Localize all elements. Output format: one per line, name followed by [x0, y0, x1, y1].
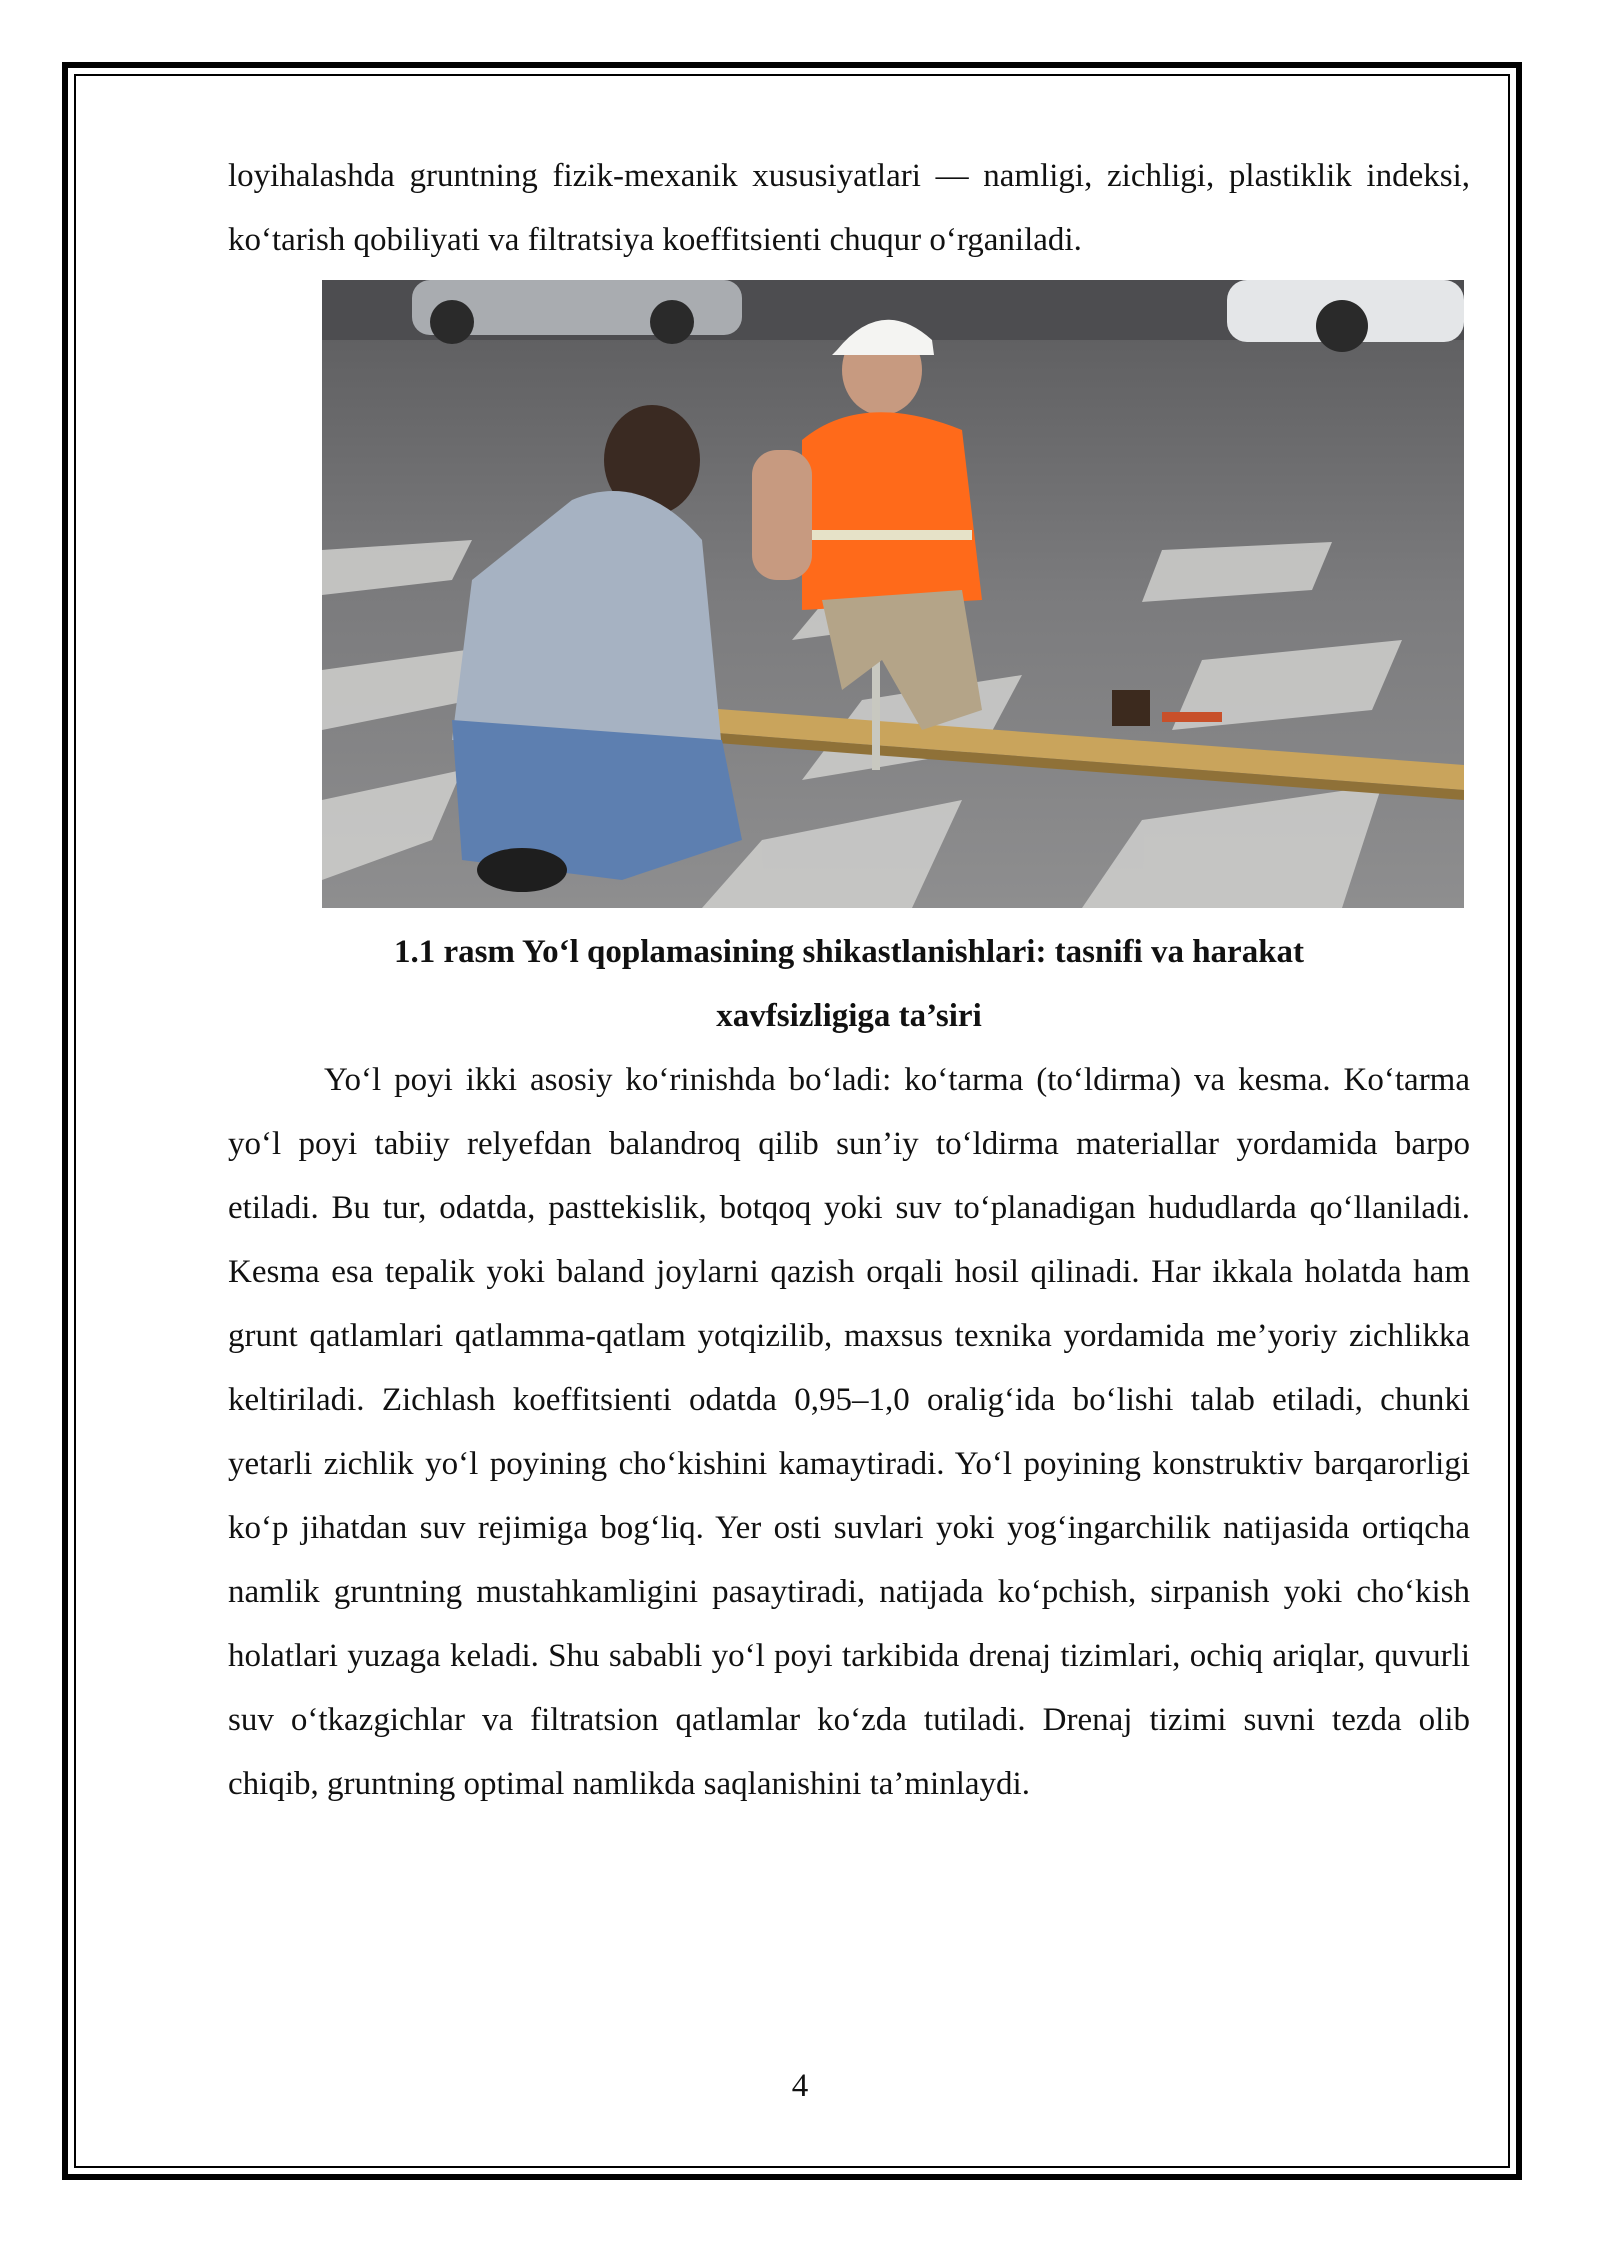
figure-photo: [322, 280, 1464, 908]
figure-caption: [228, 920, 1470, 1048]
body-paragraph: Yoʻl poyi ikki asosiy koʻrinishda boʻladi: koʻtarma (toʻldirma) va kesma. Koʻtarma yoʻl poyi tabiiy relyefdan balandroq qilib sun’iy toʻldirma materiallar yordamida barpo etiladi. Bu tur, odatda, pasttekislik, botqoq yoki suv toʻplanadigan hududlarda qoʻllaniladi. Kesma esa tepalik yoki baland joylarni qazish orqali hosil qilinadi. Har ikkala holatda ham grunt qatlamlari qatlamma-qatlam yotqizilib, maxsus texnika yordamida me’yoriy zichlikka keltiriladi. Zichlash koeffitsienti odatda 0,95–1,0 oraligʻida boʻlishi talab etiladi, chunki yetarli zichlik yoʻl poyining choʻkishini kamaytiradi. Yoʻl poyining konstruktiv barqarorligi koʻp jihatdan suv rejimiga bogʻliq. Yer osti suvlari yoki yogʻingarchilik natijasida ortiqcha namlik gruntning mustahkamligini pasaytiradi, natijada koʻpchish, sirpanish yoki choʻkish holatlari yuzaga keladi. Shu sababli yoʻl poyi tarkibida drenaj tizimlari, ochiq ariqlar, quvurli suv oʻtkazgichlar va filtratsion qatlamlar koʻzda tutiladi. Drenaj tizimi suvni tezda olib chiqib, gruntning optimal namlikda saqlanishini ta’minlaydi.: [228, 1062, 1470, 1802]
page-number: 4: [791, 2068, 809, 2104]
road-inspection-photo: [322, 280, 1464, 908]
car-left: [412, 280, 742, 344]
body-text: [228, 1048, 1470, 1816]
intro-paragraph: loyihalashda gruntning fizik-mexanik xususiyatlari — namligi, zichligi, plastiklik indeksi, koʻtarish qobiliyati va filtratsiya koeffitsienti chuqur oʻrganiladi.: [228, 158, 1470, 258]
figure-caption-line1: 1.1 rasm Yoʻl qoplamasining shikastlanishlari: tasnifi va harakat: [393, 934, 1305, 970]
intro-text: [228, 144, 1470, 272]
figure-caption-line2: xavfsizligiga ta’siri: [716, 998, 982, 1034]
car-right: [1227, 280, 1464, 352]
